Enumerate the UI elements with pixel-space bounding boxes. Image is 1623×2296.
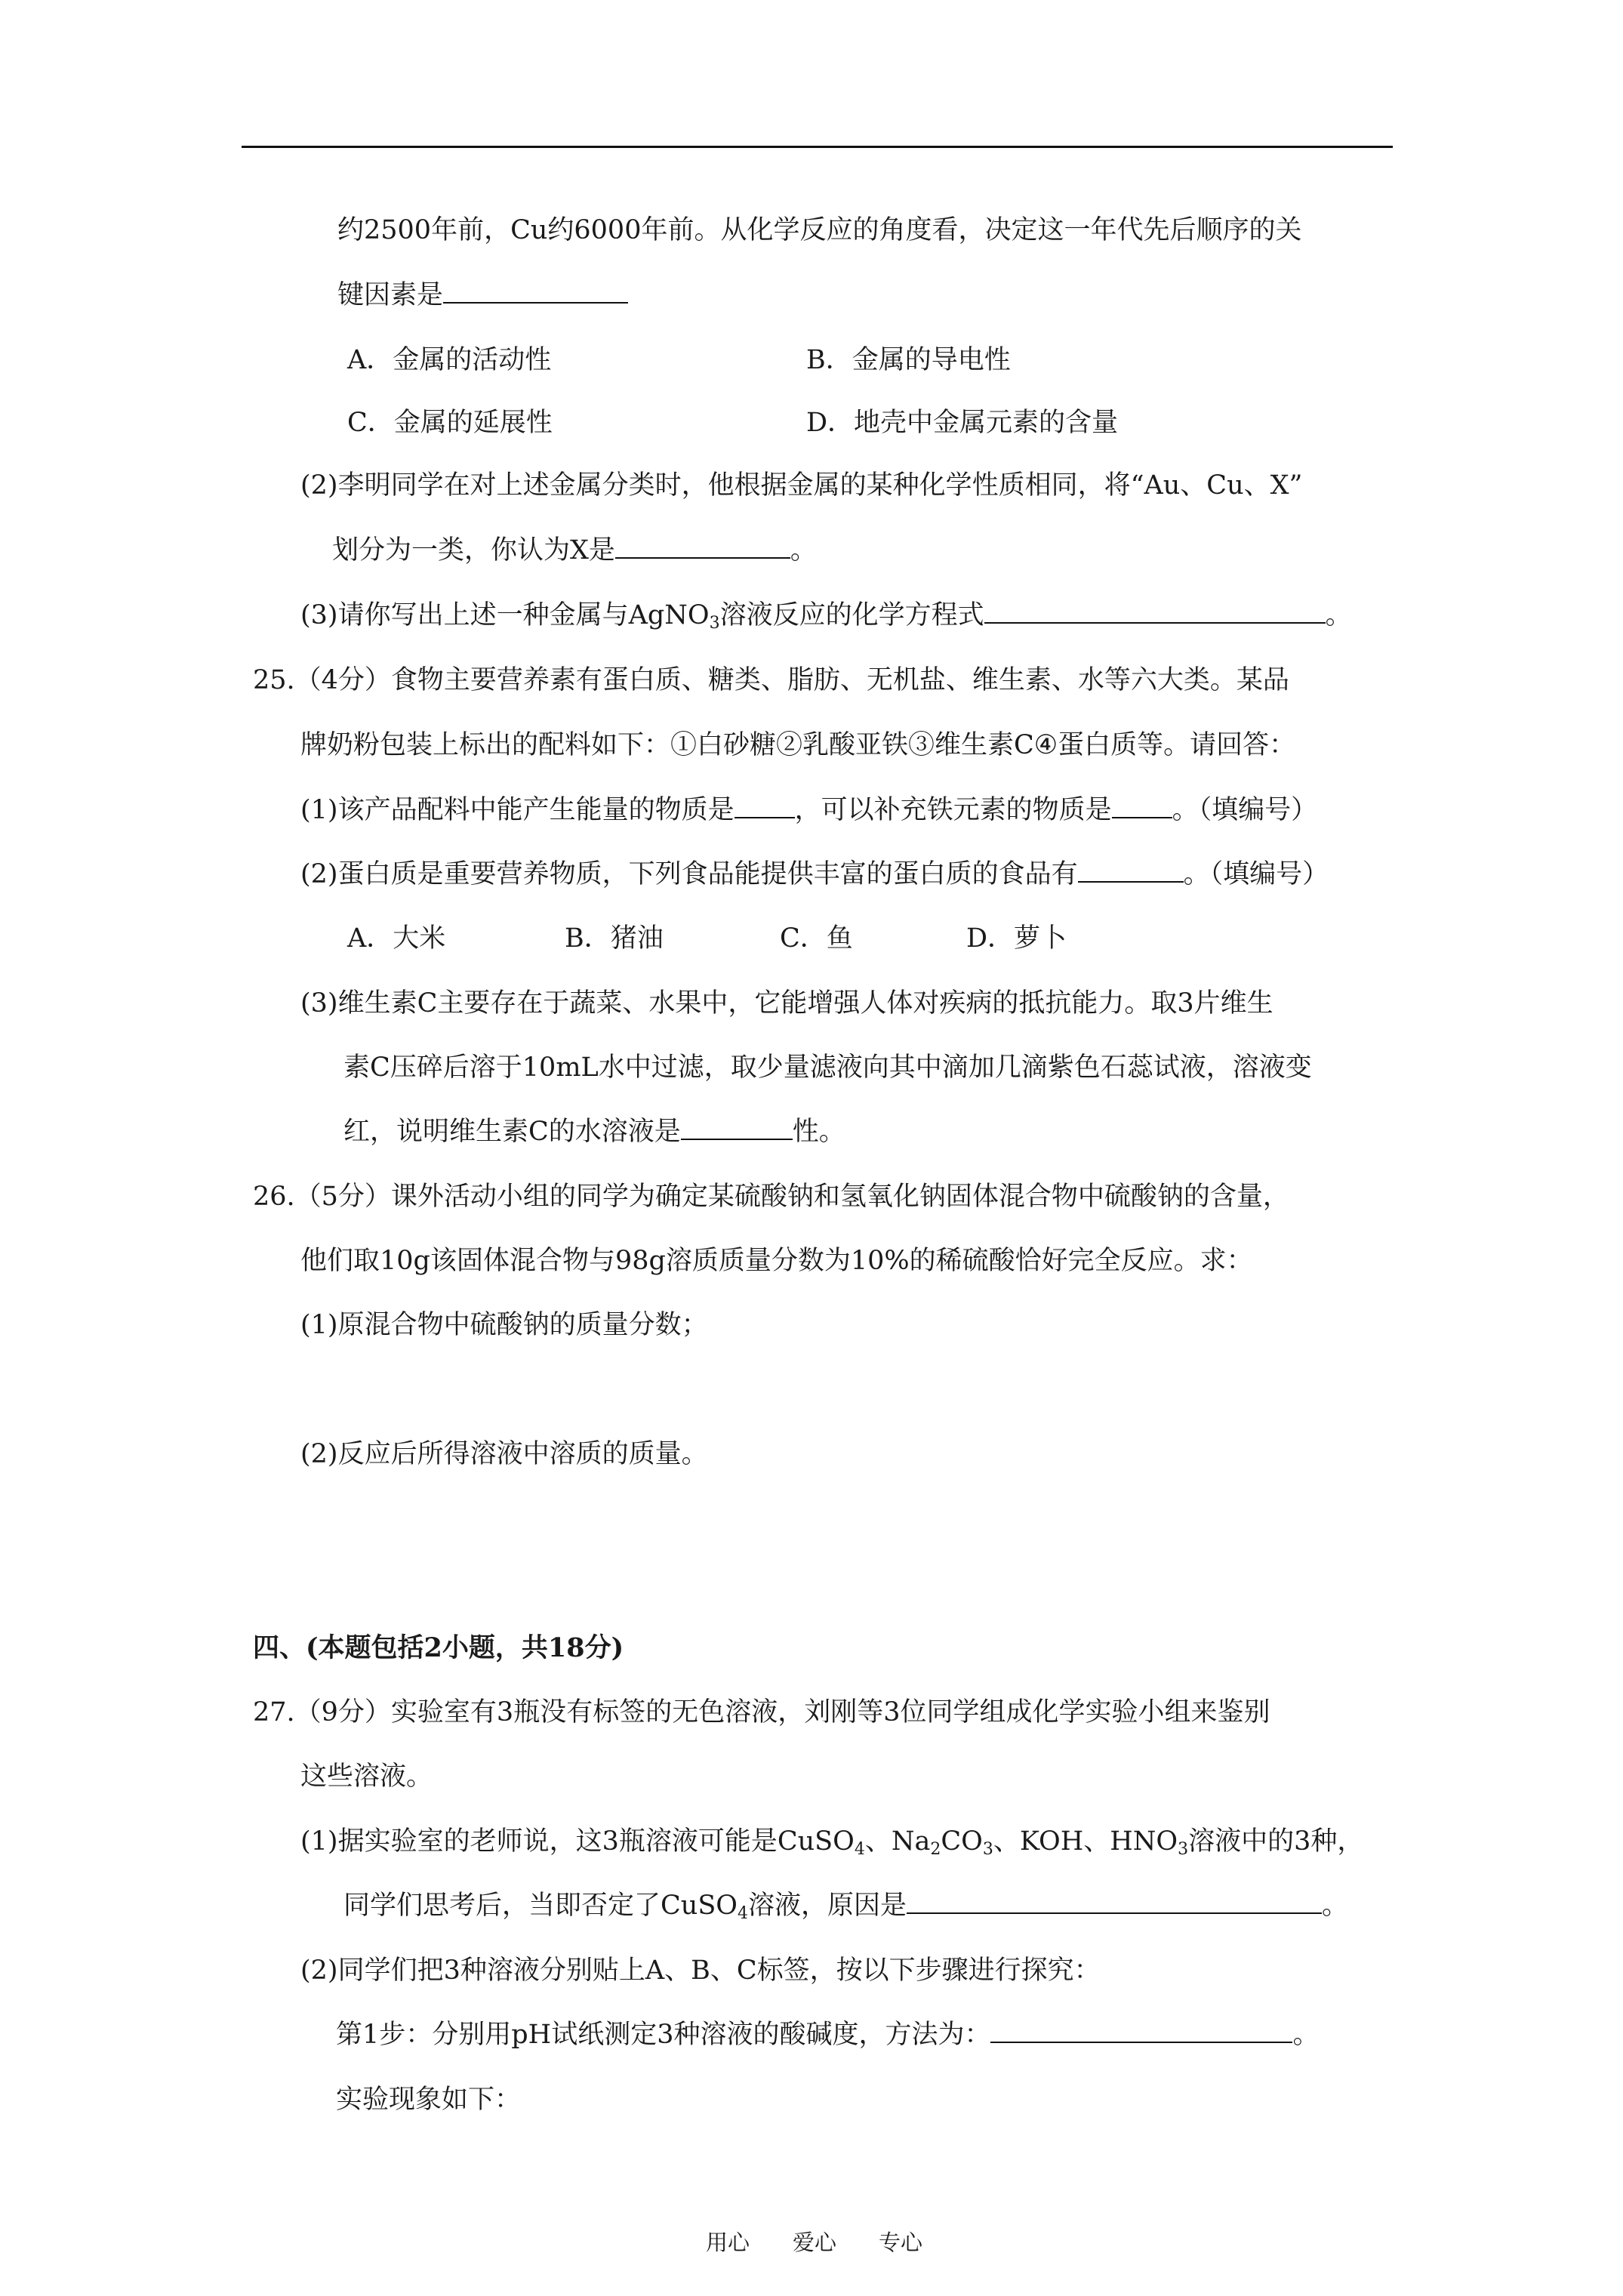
subscript: 3 <box>1178 1840 1189 1859</box>
q25-part2-text: (2)蛋白质是重要营养物质，下列食品能提供丰富的蛋白质的食品有 <box>300 859 1078 889</box>
q25-part1-text2: ，可以补充铁元素的物质是 <box>794 795 1112 825</box>
q24-part2-line1: (2)李明同学在对上述金属分类时，他根据金属的某种化学性质相同，将“Au、Cu、X” <box>300 470 1303 501</box>
answer-blank <box>1078 858 1184 883</box>
q27-part1-line1 <box>300 1825 1363 1858</box>
q27-text: 溶液中的3种， <box>1188 1826 1364 1857</box>
q27-line1: 27.（9分）实验室有3瓶没有标签的无色溶液，刘刚等3位同学组成化学实验小组来鉴别 <box>253 1697 1270 1727</box>
q27-text: (1)据实验室的老师说，这3瓶溶液可能是CuSO <box>300 1826 855 1857</box>
q25-part1-text: (1)该产品配料中能产生能量的物质是 <box>300 795 735 825</box>
footer-text-2: 爱心 <box>793 2230 837 2255</box>
footer-text-3: 专心 <box>879 2230 923 2255</box>
q24-line2-text: 键因素是 <box>337 280 444 310</box>
q27-step1-text: 第1步：分别用pH试纸测定3种溶液的酸碱度，方法为： <box>336 2020 991 2050</box>
section-heading: 四、(本题包括2小题，共18分) <box>253 1632 624 1663</box>
subscript: 4 <box>738 1904 748 1923</box>
q25-part3-line3 <box>343 1115 845 1148</box>
q25-part3-end: 性。 <box>792 1117 845 1147</box>
q27-text: 同学们思考后，当即否定了CuSO <box>343 1891 738 1921</box>
q26-line2: 他们取10g该固体混合物与98g溶质质量分数为10%的稀硫酸恰好完全反应。求： <box>300 1246 1253 1276</box>
subscript: 3 <box>709 614 720 633</box>
q24-part2-text: 划分为一类，你认为X是 <box>332 535 615 566</box>
q25-line2: 牌奶粉包装上标出的配料如下：①白砂糖②乳酸亚铁③维生素C④蛋白质等。请回答： <box>300 730 1296 760</box>
q25-part2-end: 。（填编号） <box>1183 859 1329 889</box>
q25-part2 <box>300 858 1329 891</box>
q25-part3-text: 红，说明维生素C的水溶液是 <box>343 1117 681 1147</box>
q24-option-a: A．金属的活动性 <box>347 345 552 375</box>
q27-step1-end: 。 <box>1292 2020 1320 2050</box>
q27-text: CO <box>941 1826 983 1857</box>
answer-blank <box>990 2019 1292 2043</box>
subscript: 3 <box>982 1840 993 1859</box>
q25-part1 <box>300 794 1317 827</box>
answer-blank <box>443 279 628 304</box>
q24-line1: 约2500年前，Cu约6000年前。从化学反应的角度看，决定这一年代先后顺序的关 <box>337 215 1302 245</box>
footer-text-1: 用心 <box>706 2230 750 2255</box>
q25-option-d: D．萝卜 <box>966 923 1067 954</box>
q24-option-b: B．金属的导电性 <box>806 345 1011 375</box>
q25-line1: 25.（4分）食物主要营养素有蛋白质、糖类、脂肪、无机盐、维生素、水等六大类。某品 <box>253 665 1289 695</box>
q27-part1-line2 <box>343 1889 1348 1922</box>
q24-option-d: D．地壳中金属元素的含量 <box>806 408 1119 438</box>
q24-part3-text2: 溶液反应的化学方程式 <box>719 600 984 630</box>
subscript: 4 <box>854 1840 865 1859</box>
q26-part1: (1)原混合物中硫酸钠的质量分数； <box>300 1310 708 1340</box>
answer-blank <box>615 535 790 559</box>
q24-part3-end: 。 <box>1325 600 1352 630</box>
answer-blank <box>907 1890 1322 1914</box>
q25-option-a: A．大米 <box>347 923 446 954</box>
q24-line2 <box>337 279 628 312</box>
q27-step1 <box>336 2018 1319 2051</box>
answer-blank <box>984 599 1326 624</box>
q26-part2: (2)反应后所得溶液中溶质的质量。 <box>300 1439 708 1469</box>
q27-observation: 实验现象如下： <box>336 2085 522 2115</box>
answer-blank <box>735 794 795 818</box>
q27-line2: 这些溶液。 <box>300 1761 433 1792</box>
q24-part2-line2 <box>332 534 817 567</box>
q25-option-b: B．猪油 <box>565 923 664 954</box>
q25-part3-line1: (3)维生素C主要存在于蔬菜、水果中，它能增强人体对疾病的抵抗能力。取3片维生 <box>300 988 1273 1019</box>
answer-blank <box>681 1116 793 1140</box>
q24-option-c: C．金属的延展性 <box>347 408 553 438</box>
q27-text: 、Na <box>864 1826 931 1857</box>
q27-text: 。 <box>1322 1891 1349 1921</box>
q25-part1-end: 。（填编号） <box>1172 795 1318 825</box>
q25-part3-line2: 素C压碎后溶于10mL水中过滤，取少量滤液向其中滴加几滴紫色石蕊试液，溶液变 <box>343 1052 1312 1083</box>
header-rule <box>242 146 1393 148</box>
q26-line1: 26.（5分）课外活动小组的同学为确定某硫酸钠和氢氧化钠固体混合物中硫酸钠的含量， <box>253 1182 1289 1212</box>
q25-option-c: C．鱼 <box>780 923 853 954</box>
q24-part3 <box>300 599 1352 632</box>
q27-text: 溶液，原因是 <box>748 1891 907 1921</box>
q27-text: 、KOH、HNO <box>993 1826 1178 1857</box>
answer-blank <box>1112 794 1172 818</box>
q24-part2-end: 。 <box>790 535 817 566</box>
q27-part2: (2)同学们把3种溶液分别贴上A、B、C标签，按以下步骤进行探究： <box>300 1955 1101 1986</box>
q24-part3-text: (3)请你写出上述一种金属与AgNO <box>300 600 710 630</box>
subscript: 2 <box>930 1840 941 1859</box>
